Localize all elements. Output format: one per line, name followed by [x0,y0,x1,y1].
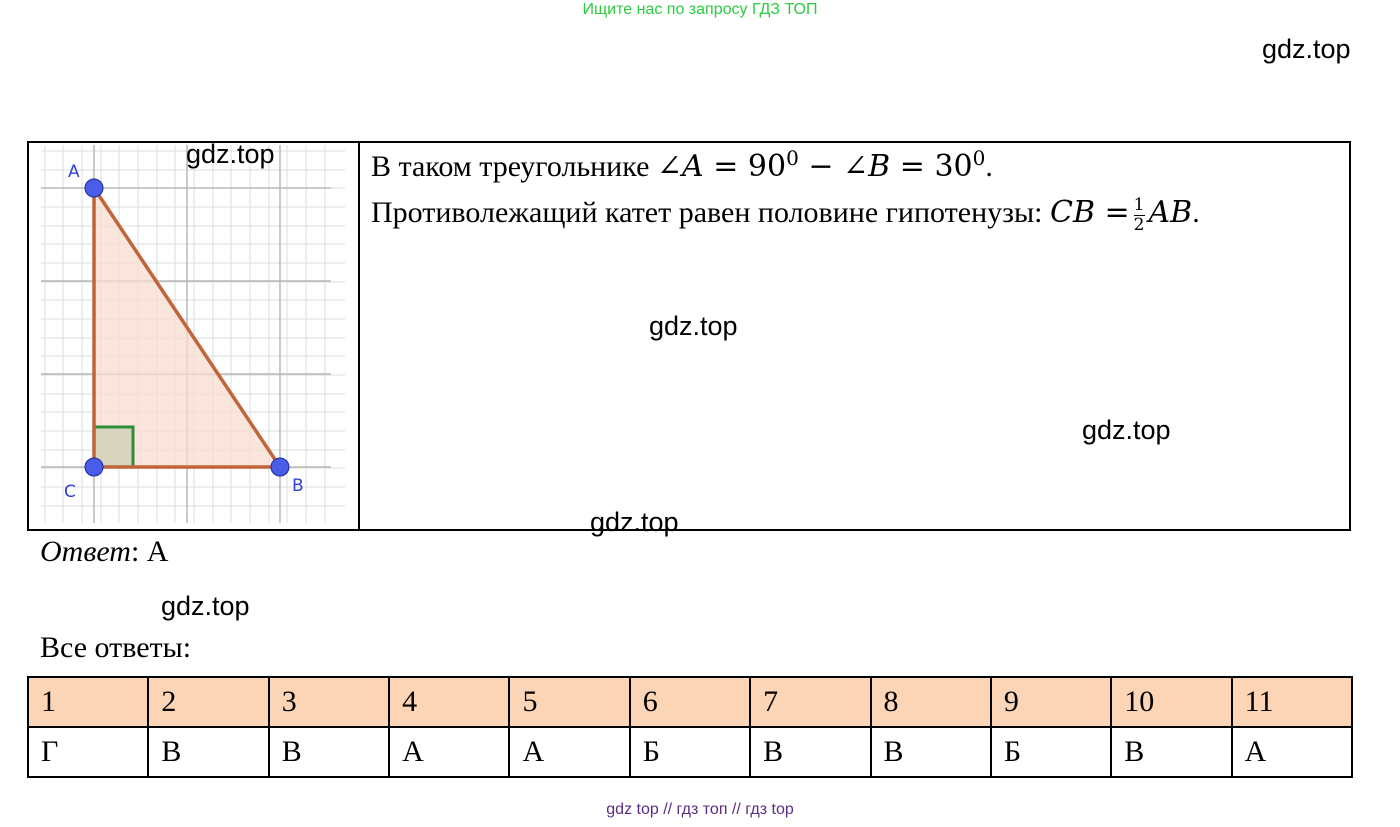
answer-cell: В [871,727,991,777]
math-degree: 0 [786,146,799,170]
watermark: gdz.top [186,139,275,169]
all-answers-heading: Все ответы: [40,631,192,664]
answer-line [40,535,168,569]
solution-line-1 [371,146,993,184]
footer-links[interactable]: gdz top // гдз топ // гдз top [606,801,794,818]
math-ab: AB [1148,195,1193,230]
answers-value-row [28,727,1352,777]
answer-value: А [146,535,169,568]
solution-text: Противолежащий катет равен половине гипотенузы: [371,196,1050,229]
question-number: 2 [148,677,268,727]
fraction-numerator: 1 [1133,194,1145,215]
answers-table [27,676,1353,778]
box-divider [358,143,360,529]
question-number: 1 [28,677,148,727]
answer-cell: В [750,727,870,777]
answer-cell: В [269,727,389,777]
answer-cell: Б [630,727,750,777]
answer-label: Ответ [40,535,131,568]
watermark: gdz.top [590,507,679,537]
math-period: . [985,150,993,183]
answer-cell: Г [28,727,148,777]
point-c [85,458,103,476]
solution-text: В таком треугольнике [371,150,657,183]
question-number: 6 [630,677,750,727]
point-b [271,458,289,476]
math-period: . [1192,196,1200,229]
answer-separator: : [130,535,147,568]
answer-cell: А [1232,727,1352,777]
answer-cell: А [389,727,509,777]
fraction-one-half [1134,196,1145,235]
watermark: gdz.top [1082,415,1171,445]
math-angle-a: ∠A [656,149,704,184]
math-eq: = 90 [703,149,787,184]
watermark: gdz.top [649,311,738,341]
label-b: B [292,476,304,496]
answer-cell: В [1111,727,1231,777]
top-banner: Ищите нас по запросу ГДЗ ТОП [582,1,818,18]
fraction-denominator: 2 [1133,214,1145,235]
question-number: 9 [991,677,1111,727]
question-number: 5 [509,677,629,727]
math-eq: = [1094,195,1130,230]
triangle-figure [41,145,347,525]
math-eq: = 30 [890,149,973,184]
label-c: C [64,482,76,502]
answer-cell: В [148,727,268,777]
point-a [85,179,103,197]
question-number: 3 [269,677,389,727]
answer-cell: Б [991,727,1111,777]
question-number: 8 [871,677,991,727]
question-number: 10 [1111,677,1231,727]
watermark: gdz.top [161,591,250,621]
solution-line-2 [371,195,1200,235]
math-angle-b: ∠B [843,149,891,184]
watermark: gdz.top [1262,34,1351,64]
math-degree: 0 [972,146,986,170]
answers-number-row [28,677,1352,727]
question-number: 11 [1232,677,1352,727]
answer-cell: А [509,727,629,777]
math-minus: − [798,149,844,184]
label-a: A [68,162,80,182]
question-number: 4 [389,677,509,727]
question-number: 7 [750,677,870,727]
math-cb: CB [1049,195,1095,230]
